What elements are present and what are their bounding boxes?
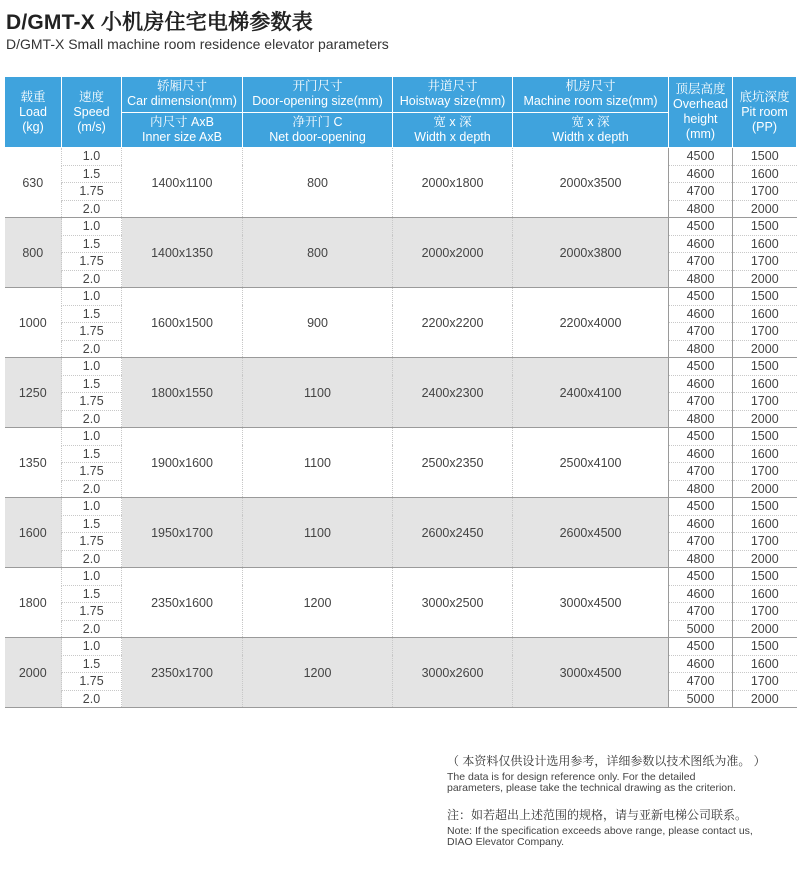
- overhead-cell: 5000: [669, 620, 733, 638]
- parameters-table: [4, 76, 797, 708]
- pit-cell: 1600: [733, 375, 797, 393]
- overhead-cell: 4600: [669, 585, 733, 603]
- overhead-cell: 4700: [669, 673, 733, 691]
- speed-cell: 1.75: [62, 253, 122, 271]
- overhead-cell: 4600: [669, 305, 733, 323]
- speed-cell: 2.0: [62, 690, 122, 708]
- load-cell: 1350: [5, 428, 62, 498]
- pit-cell: 2000: [733, 410, 797, 428]
- pit-cell: 1600: [733, 305, 797, 323]
- header-overhead-cn: 顶层高度: [675, 82, 726, 96]
- machine-room-size-cell: 2000x3500: [513, 148, 669, 218]
- hoistway-size-cell: 2000x2000: [393, 218, 513, 288]
- load-cell: 1250: [5, 358, 62, 428]
- car-size-cell: 1600x1500: [122, 288, 243, 358]
- subheader-door-cn: 净开门 C: [292, 114, 343, 129]
- pit-cell: 1600: [733, 235, 797, 253]
- door-size-cell: 1100: [243, 428, 393, 498]
- machine-room-size-cell: 2400x4100: [513, 358, 669, 428]
- load-group: [5, 148, 797, 218]
- car-size-cell: 1800x1550: [122, 358, 243, 428]
- load-group: [5, 428, 797, 498]
- hoistway-size-cell: 3000x2600: [393, 638, 513, 708]
- notes: [447, 752, 792, 848]
- overhead-cell: 4800: [669, 200, 733, 218]
- speed-cell: 1.75: [62, 183, 122, 201]
- speed-cell: 1.5: [62, 235, 122, 253]
- pit-cell: 2000: [733, 200, 797, 218]
- speed-cell: 1.5: [62, 655, 122, 673]
- speed-cell: 1.5: [62, 305, 122, 323]
- pit-cell: 1600: [733, 165, 797, 183]
- speed-cell: 1.5: [62, 165, 122, 183]
- header-car: [122, 77, 243, 113]
- header-hoistway-cn: 井道尺寸: [427, 79, 478, 94]
- speed-cell: 2.0: [62, 410, 122, 428]
- overhead-cell: 4700: [669, 463, 733, 481]
- speed-cell: 1.0: [62, 148, 122, 166]
- header-hoistway: [393, 77, 513, 113]
- table-row: [5, 498, 797, 516]
- header-door: [243, 77, 393, 113]
- door-size-cell: 800: [243, 218, 393, 288]
- header-pit: [733, 77, 797, 148]
- speed-cell: 1.0: [62, 288, 122, 306]
- table-row: [5, 218, 797, 236]
- pit-cell: 2000: [733, 480, 797, 498]
- hoistway-size-cell: 2200x2200: [393, 288, 513, 358]
- machine-room-size-cell: 3000x4500: [513, 568, 669, 638]
- pit-cell: 2000: [733, 620, 797, 638]
- overhead-cell: 4800: [669, 340, 733, 358]
- header-door-cn: 开门尺寸: [292, 79, 343, 94]
- page-title: D/GMT-X 小机房住宅电梯参数表: [6, 11, 313, 34]
- hoistway-size-cell: 3000x2500: [393, 568, 513, 638]
- subheader-car: [122, 112, 243, 148]
- machine-room-size-cell: 2200x4000: [513, 288, 669, 358]
- door-size-cell: 1200: [243, 568, 393, 638]
- pit-cell: 1500: [733, 148, 797, 166]
- car-size-cell: 1950x1700: [122, 498, 243, 568]
- subheader-hoistway-cn: 宽 x 深: [433, 114, 472, 129]
- contact-note-en-1: Note: If the specification exceeds above range, please contact us,: [447, 825, 753, 837]
- pit-cell: 1700: [733, 183, 797, 201]
- table-row: [5, 358, 797, 376]
- header-speed-unit: (m/s): [77, 119, 106, 134]
- header-overhead-en2: height: [683, 112, 718, 126]
- overhead-cell: 4500: [669, 218, 733, 236]
- overhead-cell: 4700: [669, 533, 733, 551]
- header-door-en: Door-opening size(mm): [252, 94, 383, 109]
- load-cell: 1600: [5, 498, 62, 568]
- speed-cell: 1.5: [62, 375, 122, 393]
- header-overhead-unit: (mm): [685, 127, 716, 141]
- header-speed: [62, 77, 122, 148]
- speed-cell: 1.75: [62, 603, 122, 621]
- speed-cell: 1.75: [62, 393, 122, 411]
- load-cell: 2000: [5, 638, 62, 708]
- load-group: [5, 498, 797, 568]
- overhead-cell: 4500: [669, 358, 733, 376]
- subheader-hoistway-en: Width x depth: [414, 129, 491, 144]
- overhead-cell: 4500: [669, 148, 733, 166]
- pit-cell: 1700: [733, 393, 797, 411]
- subheader-machine-cn: 宽 x 深: [571, 114, 610, 129]
- speed-cell: 1.75: [62, 463, 122, 481]
- load-cell: 800: [5, 218, 62, 288]
- pit-cell: 1700: [733, 253, 797, 271]
- overhead-cell: 4800: [669, 410, 733, 428]
- pit-cell: 2000: [733, 550, 797, 568]
- speed-cell: 1.5: [62, 445, 122, 463]
- overhead-cell: 5000: [669, 690, 733, 708]
- table-row: [5, 428, 797, 446]
- load-cell: 630: [5, 148, 62, 218]
- subheader-car-en: Inner size AxB: [142, 129, 222, 144]
- header-machine-en: Machine room size(mm): [523, 94, 658, 109]
- subheader-car-cn: 内尺寸 AxB: [150, 114, 214, 129]
- pit-cell: 1500: [733, 358, 797, 376]
- overhead-cell: 4500: [669, 568, 733, 586]
- hoistway-size-cell: 2000x1800: [393, 148, 513, 218]
- header-machine-cn: 机房尺寸: [565, 79, 616, 94]
- door-size-cell: 800: [243, 148, 393, 218]
- pit-cell: 2000: [733, 340, 797, 358]
- pit-cell: 1700: [733, 533, 797, 551]
- pit-cell: 1700: [733, 603, 797, 621]
- pit-cell: 1700: [733, 323, 797, 341]
- hoistway-size-cell: 2500x2350: [393, 428, 513, 498]
- overhead-cell: 4500: [669, 638, 733, 656]
- speed-cell: 2.0: [62, 270, 122, 288]
- car-size-cell: 1900x1600: [122, 428, 243, 498]
- speed-cell: 1.0: [62, 498, 122, 516]
- overhead-cell: 4800: [669, 550, 733, 568]
- header-load: [5, 77, 62, 148]
- speed-cell: 1.0: [62, 568, 122, 586]
- speed-cell: 1.5: [62, 515, 122, 533]
- speed-cell: 1.75: [62, 533, 122, 551]
- subheader-door: [243, 112, 393, 148]
- speed-cell: 1.5: [62, 585, 122, 603]
- header-car-en: Car dimension(mm): [127, 94, 237, 109]
- car-size-cell: 2350x1700: [122, 638, 243, 708]
- overhead-cell: 4800: [669, 270, 733, 288]
- overhead-cell: 4700: [669, 183, 733, 201]
- contact-note-en-2: DIAO Elevator Company.: [447, 836, 565, 848]
- table-row: [5, 288, 797, 306]
- table-row: [5, 568, 797, 586]
- speed-cell: 2.0: [62, 480, 122, 498]
- overhead-cell: 4700: [669, 393, 733, 411]
- header-overhead: [669, 77, 733, 148]
- pit-cell: 1700: [733, 673, 797, 691]
- pit-cell: 2000: [733, 690, 797, 708]
- reference-note-en-2: parameters, please take the technical drawing as the criterion.: [447, 782, 736, 794]
- door-size-cell: 1100: [243, 498, 393, 568]
- door-size-cell: 900: [243, 288, 393, 358]
- header-pit-en: Pit room: [741, 104, 788, 119]
- header-pit-cn: 底坑深度: [739, 89, 790, 104]
- pit-cell: 1600: [733, 515, 797, 533]
- pit-cell: 1500: [733, 638, 797, 656]
- header-speed-cn: 速度: [78, 89, 104, 104]
- reference-note-cn: （ 本资料仅供设计选用参考，详细参数以技术图纸为准。 ）: [447, 754, 766, 768]
- overhead-cell: 4700: [669, 323, 733, 341]
- header-load-cn: 载重: [20, 89, 46, 104]
- load-group: [5, 568, 797, 638]
- subheader-door-en: Net door-opening: [269, 129, 366, 144]
- subheader-machine-en: Width x depth: [552, 129, 629, 144]
- overhead-cell: 4600: [669, 165, 733, 183]
- speed-cell: 2.0: [62, 200, 122, 218]
- pit-cell: 2000: [733, 270, 797, 288]
- overhead-cell: 4500: [669, 428, 733, 446]
- pit-cell: 1500: [733, 288, 797, 306]
- pit-cell: 1600: [733, 585, 797, 603]
- header-overhead-en1: Overhead: [673, 97, 728, 111]
- overhead-cell: 4600: [669, 235, 733, 253]
- load-group: [5, 218, 797, 288]
- page-subtitle: D/GMT-X Small machine room residence elevator parameters: [6, 36, 389, 52]
- table-row: [5, 638, 797, 656]
- header-load-en: Load: [19, 104, 47, 119]
- overhead-cell: 4800: [669, 480, 733, 498]
- machine-room-size-cell: 2500x4100: [513, 428, 669, 498]
- pit-cell: 1600: [733, 655, 797, 673]
- header-load-unit: (kg): [22, 119, 44, 134]
- overhead-cell: 4600: [669, 655, 733, 673]
- door-size-cell: 1200: [243, 638, 393, 708]
- machine-room-size-cell: 2600x4500: [513, 498, 669, 568]
- subheader-machine: [513, 112, 669, 148]
- overhead-cell: 4600: [669, 445, 733, 463]
- speed-cell: 1.0: [62, 428, 122, 446]
- overhead-cell: 4600: [669, 375, 733, 393]
- speed-cell: 1.0: [62, 218, 122, 236]
- machine-room-size-cell: 2000x3800: [513, 218, 669, 288]
- contact-note-cn: 注：如若超出上述范围的规格，请与亚新电梯公司联系。: [447, 808, 748, 822]
- overhead-cell: 4500: [669, 498, 733, 516]
- speed-cell: 1.75: [62, 323, 122, 341]
- speed-cell: 1.0: [62, 638, 122, 656]
- header-machine-room: [513, 77, 669, 113]
- hoistway-size-cell: 2400x2300: [393, 358, 513, 428]
- header-car-cn: 轿厢尺寸: [156, 79, 207, 94]
- load-group: [5, 358, 797, 428]
- load-group: [5, 638, 797, 708]
- speed-cell: 1.0: [62, 358, 122, 376]
- overhead-cell: 4500: [669, 288, 733, 306]
- car-size-cell: 1400x1100: [122, 148, 243, 218]
- subheader-hoistway: [393, 112, 513, 148]
- pit-cell: 1600: [733, 445, 797, 463]
- pit-cell: 1500: [733, 428, 797, 446]
- speed-cell: 2.0: [62, 620, 122, 638]
- overhead-cell: 4700: [669, 253, 733, 271]
- load-cell: 1000: [5, 288, 62, 358]
- hoistway-size-cell: 2600x2450: [393, 498, 513, 568]
- pit-cell: 1500: [733, 568, 797, 586]
- door-size-cell: 1100: [243, 358, 393, 428]
- pit-cell: 1700: [733, 463, 797, 481]
- load-group: [5, 288, 797, 358]
- overhead-cell: 4700: [669, 603, 733, 621]
- pit-cell: 1500: [733, 498, 797, 516]
- header-speed-en: Speed: [73, 104, 110, 119]
- car-size-cell: 1400x1350: [122, 218, 243, 288]
- pit-cell: 1500: [733, 218, 797, 236]
- speed-cell: 1.75: [62, 673, 122, 691]
- machine-room-size-cell: 3000x4500: [513, 638, 669, 708]
- table-row: [5, 148, 797, 166]
- reference-note-en-1: The data is for design reference only. For the detailed: [447, 771, 696, 783]
- load-cell: 1800: [5, 568, 62, 638]
- speed-cell: 2.0: [62, 340, 122, 358]
- header-hoistway-en: Hoistway size(mm): [399, 94, 506, 109]
- overhead-cell: 4600: [669, 515, 733, 533]
- car-size-cell: 2350x1600: [122, 568, 243, 638]
- speed-cell: 2.0: [62, 550, 122, 568]
- header-pit-unit: (PP): [752, 119, 777, 134]
